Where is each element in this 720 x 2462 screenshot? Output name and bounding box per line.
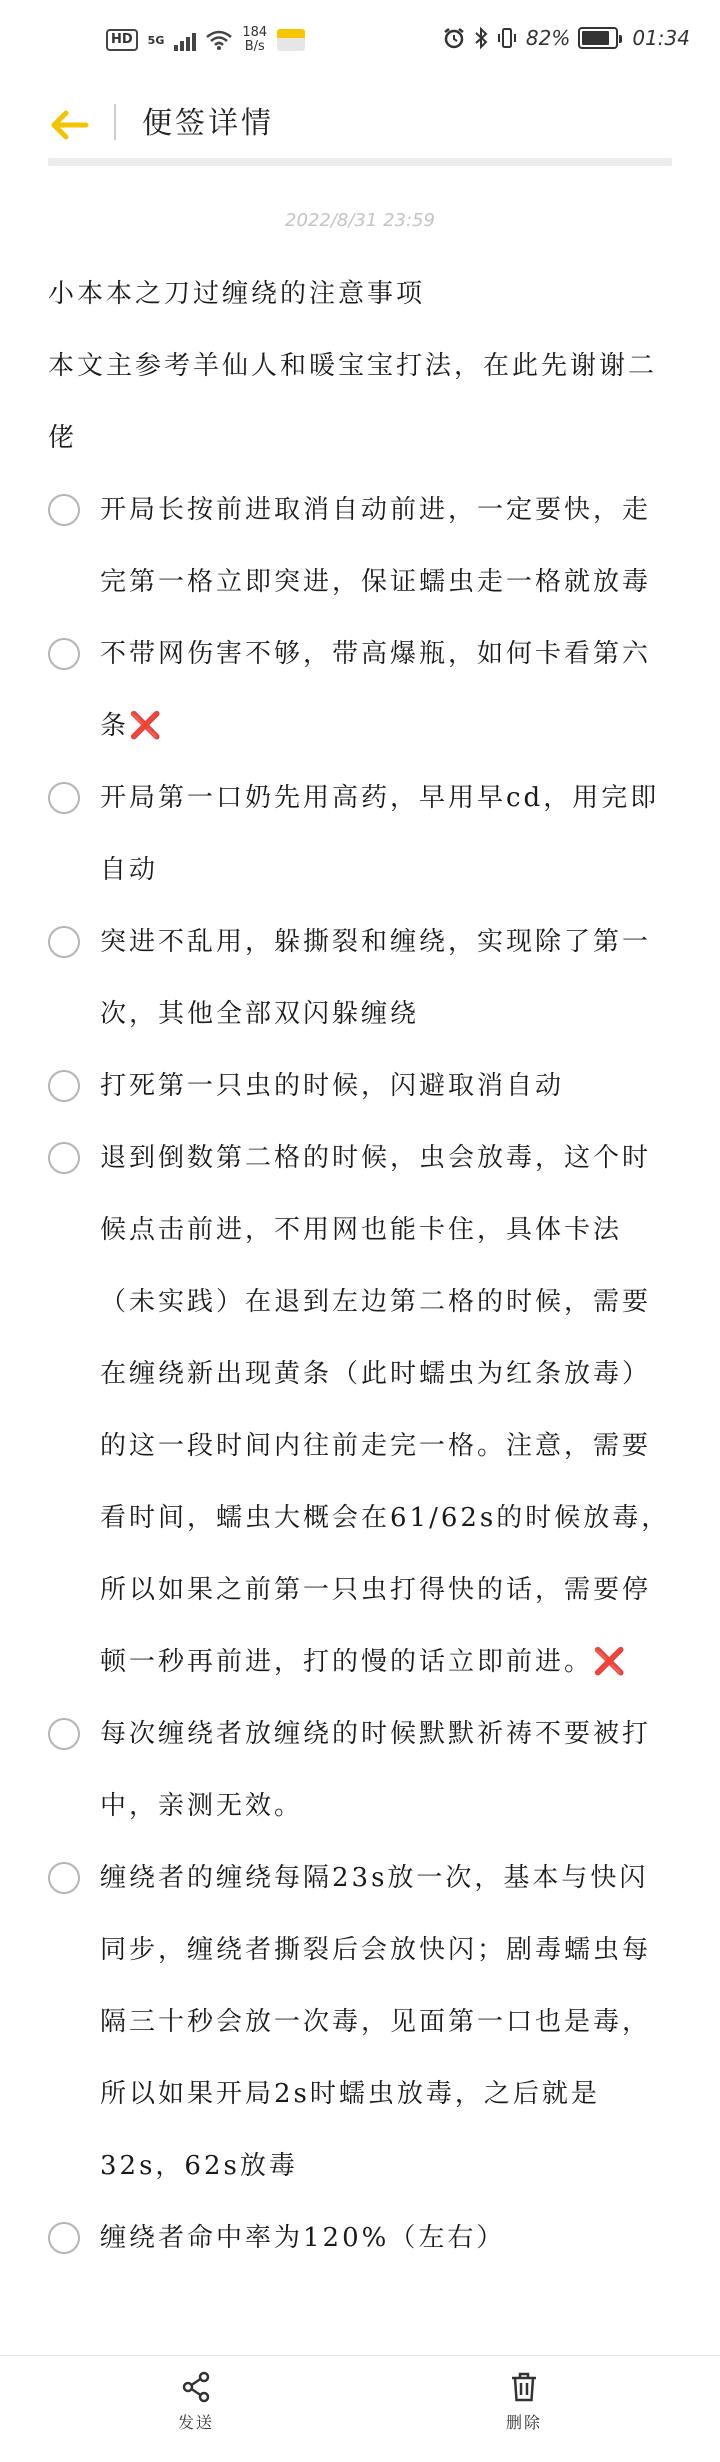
checkbox-circle[interactable] <box>48 782 80 814</box>
header-separator <box>48 158 672 166</box>
send-label: 发送 <box>177 2413 214 2432</box>
checkbox-circle[interactable] <box>48 638 80 670</box>
checklist-item-text: 每次缠绕者放缠绕的时候默默祈祷不要被打中，亲测无效。 <box>100 1719 652 1821</box>
checklist-item-text: 退到倒数第二格的时候，虫会放毒，这个时候点击前进，不用网也能卡住，具体卡法（未实践）在退到左边第二格的时候，需要在缠绕新出现黄条（此时蠕虫为红条放毒）的这一段时间内往前走完一格。注意，需要看时间，蠕虫大概会在61/62s的时候放毒，所以如果之前第一只虫打得快的话，需要停顿一秒再前进，打的慢的话立即前进。 <box>100 1143 671 1677</box>
checklist-item-text: 缠绕者命中率为120%（左右） <box>100 2223 506 2253</box>
delete-button[interactable] <box>464 2370 584 2433</box>
checkbox-circle[interactable] <box>48 926 80 958</box>
bluetooth-icon <box>474 26 488 50</box>
checklist-item <box>48 1122 672 1698</box>
checklist <box>48 474 672 2274</box>
checklist-item-text: 缠绕者的缠绕每隔23s放一次，基本与快闪同步，缠绕者撕裂后会放快闪；剧毒蠕虫每隔三十秒会放一次毒，见面第一口也是毒，所以如果开局2s时蠕虫放毒，之后就是32s，62s放毒 <box>100 1863 652 2181</box>
battery-icon <box>578 27 618 49</box>
checkbox-circle[interactable] <box>48 1718 80 1750</box>
status-left <box>106 26 305 54</box>
checklist-item <box>48 1698 672 1842</box>
checklist-item-text: 开局第一口奶先用高药，早用早cd，用完即自动 <box>100 783 660 885</box>
back-arrow-icon[interactable] <box>48 104 90 146</box>
note-intro: 本文主参考羊仙人和暖宝宝打法，在此先谢谢二佬 <box>48 351 658 453</box>
checkbox-circle[interactable] <box>48 2222 80 2254</box>
status-right <box>442 26 690 50</box>
checklist-item-text: 打死第一只虫的时候，闪避取消自动 <box>100 1071 565 1101</box>
notes-app-icon <box>277 29 305 51</box>
note-heading: 小本本之刀过缠绕的注意事项 <box>48 279 426 309</box>
checkbox-circle[interactable] <box>48 1862 80 1894</box>
battery-percent: 82% <box>525 26 571 50</box>
send-button[interactable] <box>136 2370 256 2433</box>
checklist-item <box>48 1050 672 1122</box>
note-date: 2022/8/31 23:59 <box>285 210 435 231</box>
page-title: 便签详情 <box>142 106 274 141</box>
share-icon <box>179 2370 213 2404</box>
hd-icon: HD <box>106 29 138 51</box>
alarm-icon <box>442 26 466 50</box>
clock: 01:34 <box>632 26 690 50</box>
app-header <box>0 90 720 162</box>
network-speed: 184 B/s <box>242 25 268 54</box>
checklist-item-text: 开局长按前进取消自动前进，一定要快，走完第一格立即突进，保证蠕虫走一格就放毒 <box>100 495 652 597</box>
checklist-item <box>48 2202 672 2274</box>
status-bar <box>0 0 720 90</box>
signal-icon <box>174 29 196 51</box>
cross-mark-icon: ❌ <box>129 711 162 741</box>
vibrate-icon <box>496 26 518 50</box>
checkbox-circle[interactable] <box>48 1070 80 1102</box>
checkbox-circle[interactable] <box>48 1142 80 1174</box>
cross-mark-icon: ❌ <box>593 1647 626 1677</box>
checklist-item <box>48 618 672 762</box>
trash-icon <box>507 2370 541 2404</box>
checklist-item <box>48 906 672 1050</box>
checklist-item <box>48 474 672 618</box>
wifi-icon <box>206 30 232 50</box>
checklist-item-text: 突进不乱用，躲撕裂和缠绕，实现除了第一次，其他全部双闪躲缠绕 <box>100 927 652 1029</box>
checkbox-circle[interactable] <box>48 494 80 526</box>
note-content[interactable] <box>48 258 672 2274</box>
delete-label: 删除 <box>505 2413 542 2432</box>
header-divider <box>114 104 116 140</box>
checklist-item <box>48 1842 672 2202</box>
network-type: 5G <box>147 33 165 47</box>
checklist-item-text: 不带网伤害不够，带高爆瓶，如何卡看第六条 <box>100 639 652 741</box>
bottom-toolbar <box>0 2355 720 2462</box>
checklist-item <box>48 762 672 906</box>
